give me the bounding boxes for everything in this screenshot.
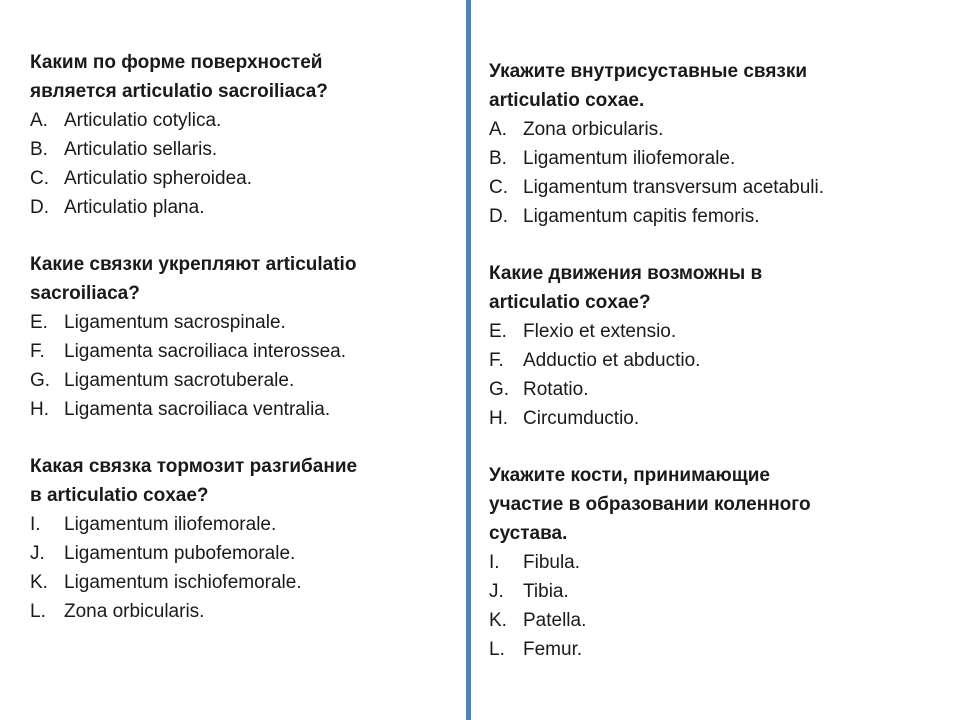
question-title-line: articulatio coxae. — [489, 90, 645, 111]
question-title — [30, 48, 450, 106]
answer-option — [489, 635, 929, 664]
answer-option — [30, 193, 450, 222]
question-title-line: articulatio coxae? — [489, 292, 651, 313]
answer-option — [30, 510, 450, 539]
answer-option — [30, 135, 450, 164]
option-letter: B. — [30, 139, 48, 160]
option-letter: I. — [489, 552, 500, 573]
question-title-line: является articulatio sacroiliaca? — [30, 81, 328, 102]
option-text: Ligamentum capitis femoris. — [523, 206, 760, 227]
question-title-line: Укажите внутрисуставные связки — [489, 61, 808, 82]
answer-option — [489, 115, 929, 144]
option-letter: E. — [30, 312, 48, 333]
option-text: Articulatio cotylica. — [64, 110, 222, 131]
option-text: Ligamentum sacrotuberale. — [64, 370, 295, 391]
answer-option — [489, 144, 929, 173]
answer-option — [489, 173, 929, 202]
answer-option — [30, 164, 450, 193]
option-letter: A. — [30, 110, 48, 131]
question-title-line: сустава. — [489, 523, 568, 544]
option-letter: J. — [30, 543, 45, 564]
option-letter: A. — [489, 119, 507, 140]
option-text: Ligamentum sacrospinale. — [64, 312, 286, 333]
answer-option — [30, 568, 450, 597]
answer-option — [489, 375, 929, 404]
answer-option — [489, 404, 929, 433]
option-letter: J. — [489, 581, 504, 602]
option-letter: B. — [489, 148, 507, 169]
option-letter: L. — [489, 639, 505, 660]
option-letter: K. — [30, 572, 48, 593]
question-block — [30, 250, 450, 424]
question-block — [489, 259, 929, 433]
option-letter: E. — [489, 321, 507, 342]
answer-option — [30, 597, 450, 626]
question-block — [30, 452, 450, 626]
option-text: Ligamenta sacroiliaca ventralia. — [64, 399, 331, 420]
answer-option — [489, 346, 929, 375]
option-letter: L. — [30, 601, 46, 622]
option-text: Adductio et abductio. — [523, 350, 701, 371]
option-letter: H. — [489, 408, 508, 429]
question-title-line: Какие связки укрепляют articulatio — [30, 254, 357, 275]
question-title-line: в articulatio coxae? — [30, 485, 209, 506]
option-letter: G. — [489, 379, 510, 400]
question-block — [30, 48, 450, 222]
question-title — [489, 57, 929, 115]
option-letter: I. — [30, 514, 41, 535]
answer-option — [489, 202, 929, 231]
option-text: Circumductio. — [523, 408, 640, 429]
option-text: Ligamenta sacroiliaca interossea. — [64, 341, 346, 362]
question-title-line: Какие движения возможны в — [489, 263, 763, 284]
answer-option — [489, 548, 929, 577]
option-letter: F. — [30, 341, 45, 362]
option-text: Femur. — [523, 639, 583, 660]
question-title-line: Каким по форме поверхностей — [30, 52, 323, 73]
column-divider — [466, 0, 471, 720]
option-text: Ligamentum iliofemorale. — [523, 148, 736, 169]
answer-option — [30, 395, 450, 424]
question-title — [489, 461, 929, 548]
answer-option — [489, 577, 929, 606]
option-text: Articulatio spheroidea. — [64, 168, 252, 189]
answer-option — [30, 106, 450, 135]
question-title-line: участие в образовании коленного — [489, 494, 811, 515]
answer-option — [489, 606, 929, 635]
question-block — [489, 57, 929, 231]
answer-option — [30, 366, 450, 395]
option-text: Rotatio. — [523, 379, 589, 400]
option-letter: F. — [489, 350, 504, 371]
option-letter: H. — [30, 399, 49, 420]
answer-option — [30, 308, 450, 337]
option-text: Zona orbicularis. — [64, 601, 205, 622]
option-text: Patella. — [523, 610, 587, 631]
answer-option — [30, 337, 450, 366]
option-letter: K. — [489, 610, 507, 631]
answer-option — [489, 317, 929, 346]
option-text: Articulatio plana. — [64, 197, 205, 218]
question-block — [489, 461, 929, 664]
option-text: Fibula. — [523, 552, 581, 573]
question-title-line: Укажите кости, принимающие — [489, 465, 770, 486]
option-text: Tibia. — [523, 581, 569, 602]
question-title-line: sacroiliaca? — [30, 283, 140, 304]
option-text: Flexio et extensio. — [523, 321, 677, 342]
question-title — [489, 259, 929, 317]
answer-option — [30, 539, 450, 568]
option-text: Zona orbicularis. — [523, 119, 664, 140]
option-text: Ligamentum pubofemorale. — [64, 543, 296, 564]
option-letter: C. — [30, 168, 49, 189]
option-text: Ligamentum ischiofemorale. — [64, 572, 302, 593]
option-text: Ligamentum transversum acetabuli. — [523, 177, 824, 198]
question-title-line: Какая связка тормозит разгибание — [30, 456, 358, 477]
question-title — [30, 250, 450, 308]
option-letter: D. — [489, 206, 508, 227]
option-letter: G. — [30, 370, 51, 391]
option-text: Ligamentum iliofemorale. — [64, 514, 277, 535]
question-title — [30, 452, 450, 510]
option-text: Articulatio sellaris. — [64, 139, 218, 160]
option-letter: C. — [489, 177, 508, 198]
option-letter: D. — [30, 197, 49, 218]
